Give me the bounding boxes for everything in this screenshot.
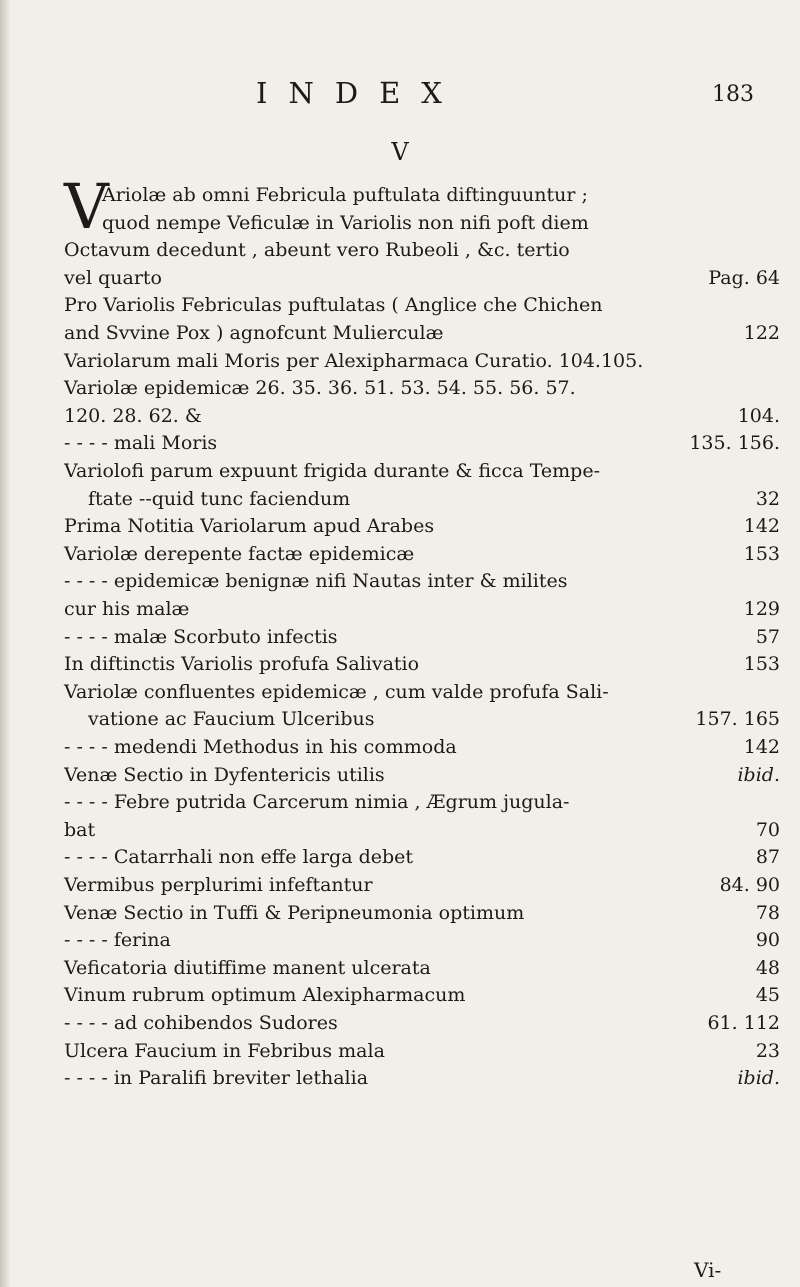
page-header: [0, 72, 800, 112]
index-entry: [64, 900, 780, 926]
entry-text: ftate --quid tunc faciendum: [88, 487, 351, 510]
entry-text: - - - - ad cohibendos Sudores: [64, 1012, 338, 1034]
index-entry: [64, 568, 780, 594]
entry-reference: 57: [755, 625, 780, 648]
index-entry: [64, 541, 780, 567]
entry-reference: 32: [755, 487, 780, 510]
index-entry: [64, 982, 780, 1008]
entry-text: bat: [64, 818, 96, 841]
index-entry: [64, 237, 780, 263]
entry-reference: ibid.: [737, 1067, 780, 1090]
index-entry: [64, 955, 780, 981]
entry-reference: 153: [743, 542, 780, 565]
index-entry: [64, 679, 780, 705]
entry-reference: ibid.: [737, 763, 780, 786]
index-entry: [64, 624, 780, 650]
entry-text: 120. 28. 62. &: [64, 404, 202, 427]
entry-text: Octavum decedunt , abeunt vero Rubeoli , &c. tertio: [64, 239, 570, 262]
entry-text: In diftinctis Variolis profufa Salivatio: [64, 653, 420, 676]
entry-reference: 78: [755, 901, 780, 924]
section-letter: V: [391, 138, 409, 166]
entry-reference: 135. 156.: [689, 432, 780, 455]
page-edge: [0, 0, 10, 1287]
index-entry: [64, 182, 780, 208]
entry-text: Venæ Sectio in Tuffi & Peripneumonia optimum: [64, 901, 525, 924]
entry-text: cur his malæ: [64, 598, 190, 620]
entry-text: and Svvine Pox ) agnofcunt Mulierculæ: [64, 322, 444, 344]
page-number: 183: [712, 82, 754, 107]
drop-cap-v: V: [64, 170, 109, 243]
entry-reference: 142: [743, 515, 780, 538]
entry-text: Ariolæ ab omni Febricula puftulata diftinguuntur ;: [102, 184, 588, 206]
entry-text: quod nempe Veficulæ in Variolis non nifi poft diem: [102, 211, 589, 234]
index-entry: [64, 513, 780, 539]
index-entry: [64, 320, 780, 346]
entry-text: - - - - medendi Methodus in his commoda: [64, 736, 457, 758]
entry-text: - - - - malæ Scorbuto infectis: [64, 625, 338, 648]
entry-text: Vinum rubrum optimum Alexipharmacum: [64, 984, 466, 1007]
entry-reference: Pag. 64: [708, 266, 780, 289]
index-entry: [64, 348, 780, 374]
entry-text: vel quarto: [64, 266, 162, 289]
index-entry: [64, 762, 780, 788]
entry-text: vatione ac Faucium Ulceribus: [88, 708, 375, 731]
entry-text: Variolæ derepente factæ epidemicæ: [64, 542, 415, 565]
entry-reference: 104.: [737, 404, 780, 427]
index-entry: [64, 596, 780, 622]
entry-text: - - - - in Paralifi breviter lethalia: [64, 1067, 369, 1090]
entry-reference: 48: [755, 956, 780, 979]
entry-reference: 87: [755, 846, 780, 869]
entry-reference: 84. 90: [719, 874, 780, 896]
index-entry: [64, 486, 780, 512]
entry-text: Veficatoria diutiffime manent ulcerata: [64, 956, 431, 979]
entry-reference: 142: [743, 736, 780, 758]
entry-text: - - - - Febre putrida Carcerum nimia , Ægrum jugula-: [64, 791, 570, 814]
index-entry: [64, 375, 780, 401]
entry-text: - - - - Catarrhali non effe larga debet: [64, 846, 414, 869]
entry-text: Variolofi parum expuunt frigida durante & ficca Tempe-: [64, 460, 600, 482]
running-head: INDEX: [256, 76, 463, 110]
entry-reference: 23: [755, 1039, 780, 1062]
index-entry: [64, 789, 780, 815]
entry-reference: 129: [743, 598, 780, 620]
entry-reference: 70: [755, 818, 780, 841]
entry-text: Variolarum mali Moris per Alexipharmaca Curatio. 104.105.: [64, 349, 644, 372]
catchword: Vi-: [694, 1258, 722, 1282]
index-entry: [64, 265, 780, 291]
entry-reference: 153: [743, 653, 780, 676]
entry-text: - - - - epidemicæ benignæ nifi Nautas inter & milites: [64, 570, 568, 593]
entry-reference: 45: [755, 984, 780, 1007]
index-entry: [64, 706, 780, 732]
entry-reference: 157. 165: [695, 708, 780, 731]
entry-text: Prima Notitia Variolarum apud Arabes: [64, 515, 435, 538]
index-entry: [64, 844, 780, 870]
index-entry: [64, 651, 780, 677]
index-entry: [64, 1065, 780, 1091]
entry-reference: 122: [743, 322, 780, 344]
entry-text: Variolæ confluentes epidemicæ , cum valde profufa Sali-: [64, 680, 609, 703]
entry-reference: 90: [755, 929, 780, 952]
index-entry: [64, 430, 780, 456]
entry-text: Pro Variolis Febriculas puftulatas ( Anglice che Chichen: [64, 294, 603, 317]
index-entry: [64, 210, 780, 236]
entry-text: Ulcera Faucium in Febribus mala: [64, 1039, 385, 1062]
index-entry: [64, 1010, 780, 1036]
index-entry: [64, 927, 780, 953]
index-entry: [64, 403, 780, 429]
entry-text: - - - - mali Moris: [64, 432, 218, 455]
entry-text: Variolæ epidemicæ 26. 35. 36. 51. 53. 54. 55. 56. 57.: [64, 377, 576, 400]
index-entry: [64, 872, 780, 898]
entry-text: Vermibus perplurimi infeftantur: [64, 874, 373, 896]
entry-text: Venæ Sectio in Dyfentericis utilis: [64, 763, 385, 786]
index-entry: [64, 734, 780, 760]
index-entry: [64, 817, 780, 843]
entry-reference: 61. 112: [707, 1012, 780, 1034]
index-entry: [64, 1038, 780, 1064]
entry-text: - - - - ferina: [64, 929, 171, 952]
index-entry: [64, 292, 780, 318]
index-entry: [64, 458, 780, 484]
